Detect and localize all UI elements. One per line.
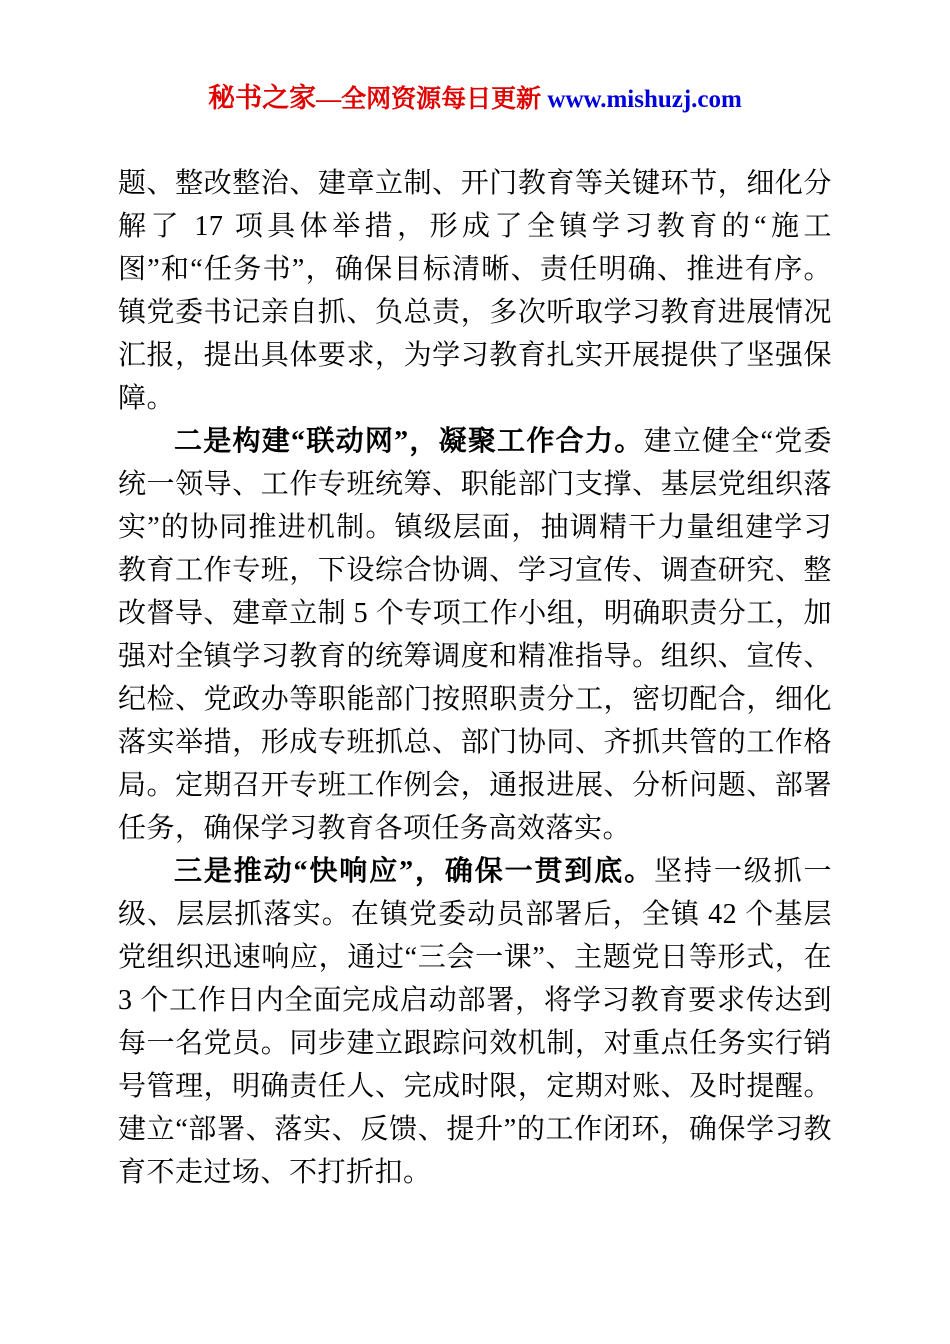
site-url-link[interactable]: www.mishuzj.com	[547, 86, 742, 113]
paragraph-continuation	[118, 162, 832, 420]
document-body	[118, 162, 832, 1194]
paragraph-second-point	[118, 420, 832, 850]
site-name: 秘书之家	[208, 83, 317, 113]
paragraph-lead: 三是推动“快响应”，确保一贯到底。	[174, 856, 655, 887]
site-header	[118, 80, 832, 118]
paragraph-third-point	[118, 850, 832, 1194]
paragraph-text: 坚持一级抓一级、层层抓落实。在镇党委动员部署后，全镇 42 个基层党组织迅速响应，通过“三会一课”、主题党日等形式，在 3 个工作日内全面完成启动部署，将学习教育要求传达到每一名党员。同步建立跟踪问效机制，对重点任务实行销号管理，明确责任人、完成时限，定期对账、及时提醒。建立“部署、落实、反馈、提升”的工作闭环，确保学习教育不走过场、不打折扣。	[118, 856, 832, 1188]
site-tagline: —全网资源每日更新	[316, 86, 548, 113]
paragraph-text: 题、整改整治、建章立制、开门教育等关键环节，细化分解了 17 项具体举措，形成了全镇学习教育的“施工图”和“任务书”，确保目标清晰、责任明确、推进有序。镇党委书记亲自抓、负总责，多次听取学习教育进展情况汇报，提出具体要求，为学习教育扎实开展提供了坚强保障。	[118, 168, 832, 414]
paragraph-text: 建立健全“党委统一领导、工作专班统筹、职能部门支撑、基层党组织落实”的协同推进机制。镇级层面，抽调精干力量组建学习教育工作专班，下设综合协调、学习宣传、调查研究、整改督导、建章立制 5 个专项工作小组，明确职责分工，加强对全镇学习教育的统筹调度和精准指导。组织、宣传、纪检、党政办等职能部门按照职责分工，密切配合，细化落实举措，形成专班抓总、部门协同、齐抓共管的工作格局。定期召开专班工作例会，通报进展、分析问题、部署任务，确保学习教育各项任务高效落实。	[118, 426, 832, 844]
paragraph-lead: 二是构建“联动网”，凝聚工作合力。	[174, 426, 644, 457]
